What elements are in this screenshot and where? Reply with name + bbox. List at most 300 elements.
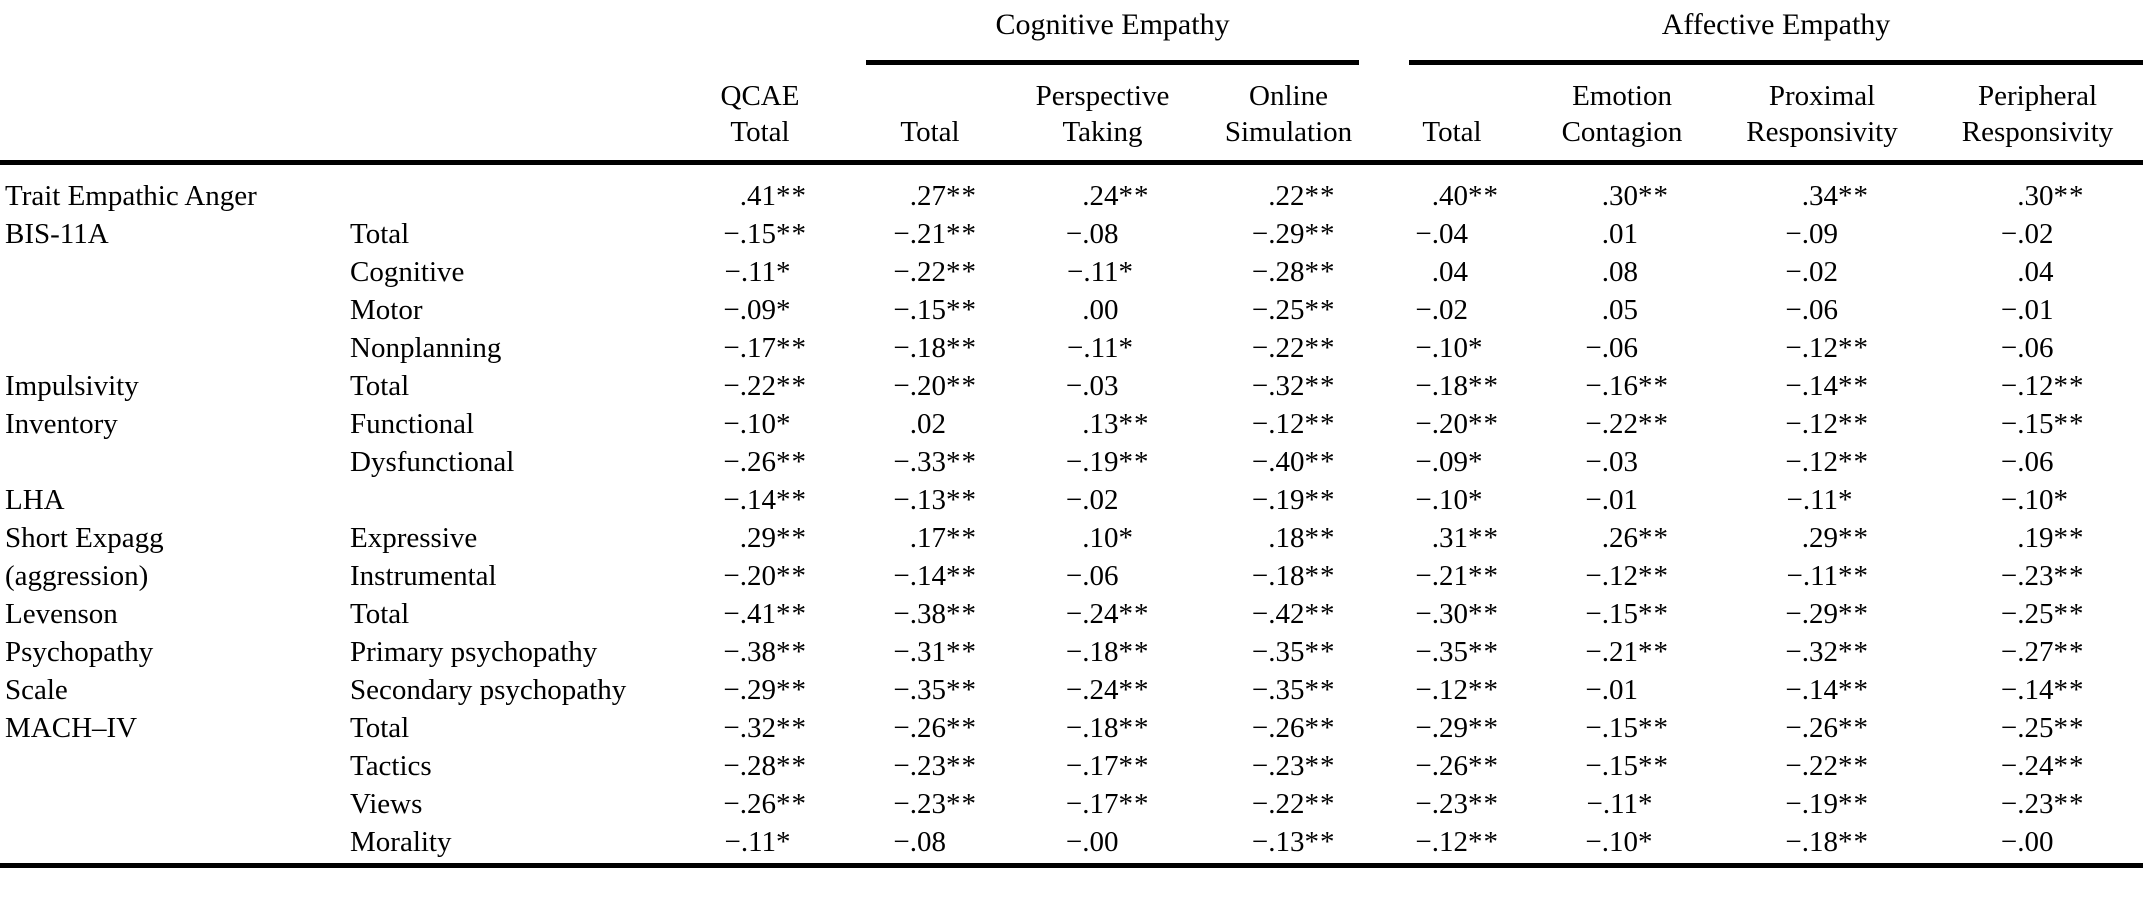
table-body — [0, 163, 2143, 866]
correlation-value-cell — [1532, 633, 1712, 671]
significance-stars: ** — [1118, 674, 1150, 706]
correlation-value: −.26** — [1404, 747, 1500, 785]
correlation-value-cell — [1932, 557, 2143, 595]
correlation-value-cell — [1712, 443, 1932, 481]
correlation-value-cell — [860, 595, 1000, 633]
affective-empathy-spanner — [1372, 0, 2143, 78]
significance-stars: ** — [1304, 598, 1336, 630]
significance-stars: ** — [1468, 788, 1500, 820]
correlation-value-cell — [1712, 557, 1932, 595]
correlation-value: −.18** — [1241, 557, 1337, 595]
correlation-value: −.17** — [712, 329, 808, 367]
correlation-value-cell — [860, 329, 1000, 367]
correlation-value: .22** — [1241, 177, 1337, 215]
correlation-value-cell — [1712, 367, 1932, 405]
significance-stars: ** — [1304, 218, 1336, 250]
correlation-value: −.29** — [1774, 595, 1870, 633]
correlation-value-cell — [1000, 367, 1205, 405]
significance-stars: ** — [1304, 256, 1336, 288]
correlation-value-cell — [660, 367, 860, 405]
significance-stars: ** — [776, 560, 807, 592]
correlation-value-cell — [1372, 747, 1532, 785]
correlation-value: .26** — [1574, 519, 1670, 557]
correlation-value: −.00 — [2000, 826, 2054, 858]
row-sublabel: Morality — [350, 823, 660, 866]
correlation-value: .40** — [1404, 177, 1500, 215]
correlation-value-cell — [1712, 709, 1932, 747]
significance-stars: ** — [1304, 788, 1336, 820]
row-sublabel: Instrumental — [350, 560, 497, 592]
row-label: BIS-11A — [5, 218, 109, 250]
correlation-value: −.29** — [1241, 215, 1337, 253]
row-sublabel: Nonplanning — [350, 332, 502, 364]
correlation-value: −.10* — [712, 405, 808, 443]
significance-stars: ** — [1838, 712, 1870, 744]
correlation-value: −.02 — [2000, 218, 2054, 250]
significance-stars: ** — [1638, 370, 1670, 402]
correlation-value-cell — [1932, 671, 2143, 709]
column-header-line2: Total — [730, 116, 790, 148]
correlation-value: −.12** — [1404, 671, 1500, 709]
correlation-value: −.18** — [1055, 633, 1151, 671]
significance-stars: ** — [2053, 560, 2085, 592]
correlation-value-cell — [1372, 709, 1532, 747]
correlation-value: −.29** — [712, 671, 808, 709]
correlation-value-cell — [660, 633, 860, 671]
column-header-4 — [1205, 78, 1372, 163]
significance-stars: ** — [2053, 788, 2085, 820]
row-sublabel: Tactics — [350, 750, 432, 782]
significance-stars: ** — [1638, 598, 1670, 630]
correlation-value-cell — [1000, 329, 1205, 367]
significance-stars: ** — [1838, 788, 1870, 820]
correlation-value-cell — [1532, 595, 1712, 633]
column-header-line2: Total — [900, 116, 960, 148]
significance-stars: ** — [1838, 370, 1870, 402]
correlation-value-cell — [1205, 709, 1372, 747]
correlation-value-cell — [1372, 291, 1532, 329]
correlation-value-cell — [1372, 329, 1532, 367]
correlation-value: −.32** — [1774, 633, 1870, 671]
correlation-value-cell — [1932, 519, 2143, 557]
correlation-value-cell — [1372, 519, 1532, 557]
correlation-value: −.08 — [1065, 218, 1119, 250]
row-label: Levenson — [5, 598, 118, 630]
correlation-value-cell — [1205, 215, 1372, 253]
significance-stars: * — [776, 256, 792, 288]
correlation-value-cell — [860, 709, 1000, 747]
significance-stars: ** — [1304, 712, 1336, 744]
significance-stars: * — [1638, 788, 1654, 820]
significance-stars: ** — [1118, 750, 1150, 782]
significance-stars: ** — [1638, 712, 1670, 744]
correlation-value-cell — [860, 671, 1000, 709]
correlation-value: −.35** — [882, 671, 978, 709]
correlation-value-cell — [860, 823, 1000, 866]
correlation-value-cell — [1532, 671, 1712, 709]
table-row — [0, 633, 2143, 671]
significance-stars: ** — [2053, 712, 2085, 744]
correlation-value-cell — [1205, 595, 1372, 633]
correlation-value-cell — [1000, 443, 1205, 481]
significance-stars: ** — [1468, 180, 1500, 212]
correlation-value: −.20** — [1404, 405, 1500, 443]
column-header-line2: Responsivity — [1961, 116, 2114, 148]
correlation-value-cell — [1000, 671, 1205, 709]
correlation-value-cell — [1205, 519, 1372, 557]
correlation-value: −.06 — [1585, 332, 1639, 364]
correlation-value: −.10* — [1574, 823, 1670, 861]
correlation-value: −.23** — [1990, 785, 2086, 823]
row-label: Impulsivity — [5, 370, 139, 402]
significance-stars: ** — [2053, 370, 2085, 402]
correlation-value: .27** — [882, 177, 978, 215]
significance-stars: ** — [1468, 560, 1500, 592]
significance-stars: * — [1838, 484, 1854, 516]
correlation-value: −.06 — [2000, 332, 2054, 364]
significance-stars: ** — [2053, 674, 2085, 706]
significance-stars: ** — [946, 750, 977, 782]
correlation-value-cell — [1932, 253, 2143, 291]
correlation-value: −.11* — [1574, 785, 1670, 823]
significance-stars: ** — [1304, 636, 1336, 668]
significance-stars: ** — [1118, 408, 1150, 440]
correlation-value: −.26** — [1774, 709, 1870, 747]
correlation-value-cell — [1000, 253, 1205, 291]
correlation-value: −.02 — [1785, 256, 1839, 288]
correlation-value-cell — [1000, 557, 1205, 595]
correlation-value: −.29** — [1404, 709, 1500, 747]
table-row — [0, 709, 2143, 747]
correlation-value-cell — [1712, 747, 1932, 785]
correlation-value-cell — [860, 405, 1000, 443]
column-header-line2: Responsivity — [1746, 116, 1898, 148]
correlation-value: −.38** — [882, 595, 978, 633]
correlation-value: −.10* — [1404, 481, 1500, 519]
significance-stars: ** — [776, 712, 807, 744]
row-sublabel: Motor — [350, 294, 423, 326]
correlation-value-cell — [1372, 405, 1532, 443]
row-label — [0, 253, 350, 291]
correlation-value: .24** — [1055, 177, 1151, 215]
correlation-value-cell — [860, 163, 1000, 216]
correlation-value: .04 — [2017, 256, 2054, 288]
significance-stars: ** — [1838, 636, 1870, 668]
column-header-line1: Peripheral — [1977, 80, 2098, 112]
column-header-2 — [860, 78, 1000, 163]
significance-stars: ** — [2053, 636, 2085, 668]
correlation-value-cell — [1205, 671, 1372, 709]
correlation-value: .31** — [1404, 519, 1500, 557]
column-header-row — [0, 78, 2143, 163]
correlation-value-cell — [1532, 291, 1712, 329]
correlation-value: .04 — [1431, 256, 1469, 288]
correlation-value-cell — [660, 443, 860, 481]
correlation-value-cell — [1000, 215, 1205, 253]
significance-stars: ** — [1304, 446, 1336, 478]
correlation-value-cell — [1205, 163, 1372, 216]
correlation-value: −.18** — [1404, 367, 1500, 405]
correlation-value-cell — [660, 785, 860, 823]
correlation-value-cell — [860, 291, 1000, 329]
table-row — [0, 253, 2143, 291]
correlation-value-cell — [660, 163, 860, 216]
correlation-value-cell — [1372, 785, 1532, 823]
correlation-value: −.23** — [1241, 747, 1337, 785]
correlation-value: −.22** — [1241, 785, 1337, 823]
correlation-value-cell — [1712, 405, 1932, 443]
correlation-value-cell — [1000, 709, 1205, 747]
row-label: Short Expagg — [5, 522, 164, 554]
correlation-value-cell — [1532, 557, 1712, 595]
correlation-value: −.18** — [1774, 823, 1870, 861]
spanner-row — [0, 0, 2143, 78]
correlation-value-cell — [1532, 215, 1712, 253]
significance-stars: ** — [776, 446, 807, 478]
significance-stars: ** — [1118, 712, 1150, 744]
correlation-value: −.17** — [1055, 747, 1151, 785]
correlation-value-cell — [1712, 329, 1932, 367]
row-label — [0, 747, 350, 785]
column-header-line1: Online — [1249, 80, 1328, 112]
correlation-value: −.03 — [1065, 370, 1119, 402]
significance-stars: ** — [776, 750, 807, 782]
significance-stars: ** — [1838, 522, 1870, 554]
correlation-value-cell — [1372, 823, 1532, 866]
correlation-value: −.13** — [1241, 823, 1337, 861]
correlation-value-cell — [1372, 595, 1532, 633]
significance-stars: * — [1468, 332, 1484, 364]
correlation-value: −.26** — [1241, 709, 1337, 747]
correlation-value-cell — [1712, 823, 1932, 866]
correlation-value: .05 — [1601, 294, 1639, 326]
row-label: LHA — [5, 484, 65, 516]
significance-stars: ** — [1304, 294, 1336, 326]
correlation-value-cell — [1532, 253, 1712, 291]
correlation-value: −.24** — [1055, 595, 1151, 633]
correlation-value: −.35** — [1404, 633, 1500, 671]
correlation-value-cell — [660, 253, 860, 291]
correlation-value-cell — [660, 595, 860, 633]
correlation-value-cell — [1712, 163, 1932, 216]
significance-stars: ** — [1304, 560, 1336, 592]
correlation-value: .13** — [1055, 405, 1151, 443]
correlation-value: −.22** — [1241, 329, 1337, 367]
correlation-value-cell — [660, 405, 860, 443]
correlation-value-cell — [1932, 215, 2143, 253]
correlation-value: −.24** — [1990, 747, 2086, 785]
correlation-value: −.15** — [882, 291, 978, 329]
column-header-8 — [1932, 78, 2143, 163]
correlation-value: −.22** — [1574, 405, 1670, 443]
correlation-value: −.17** — [1055, 785, 1151, 823]
column-header-line2: Total — [1422, 116, 1482, 148]
significance-stars: ** — [946, 522, 977, 554]
correlation-value-cell — [1932, 329, 2143, 367]
row-label — [0, 823, 350, 866]
correlation-value-cell — [660, 823, 860, 866]
column-header-7 — [1712, 78, 1932, 163]
correlation-value: −.15** — [712, 215, 808, 253]
correlation-value: .00 — [1082, 294, 1119, 326]
correlation-value: .08 — [1601, 256, 1639, 288]
correlation-value: −.18** — [882, 329, 978, 367]
significance-stars: ** — [1468, 750, 1500, 782]
correlation-value: −.14** — [1990, 671, 2086, 709]
correlation-value: −.21** — [1404, 557, 1500, 595]
correlation-value-cell — [860, 367, 1000, 405]
correlation-value-cell — [1712, 595, 1932, 633]
correlation-value: −.20** — [882, 367, 978, 405]
correlation-value-cell — [1932, 367, 2143, 405]
correlation-value-cell — [1000, 291, 1205, 329]
correlation-value: −.26** — [712, 785, 808, 823]
correlation-value-cell — [1712, 253, 1932, 291]
correlation-value-cell — [1532, 785, 1712, 823]
correlation-value-cell — [1532, 481, 1712, 519]
significance-stars: ** — [1638, 522, 1670, 554]
significance-stars: ** — [1118, 788, 1150, 820]
significance-stars: ** — [1468, 636, 1500, 668]
correlation-value-cell — [1712, 291, 1932, 329]
row-label: (aggression) — [5, 560, 149, 592]
correlation-value: −.06 — [1065, 560, 1119, 592]
significance-stars: ** — [2053, 180, 2085, 212]
significance-stars: ** — [776, 636, 807, 668]
table-row — [0, 367, 2143, 405]
correlation-value: −.11** — [1774, 557, 1870, 595]
correlation-value-cell — [1000, 747, 1205, 785]
correlation-value: −.22** — [712, 367, 808, 405]
row-sublabel: Views — [350, 788, 423, 820]
significance-stars: ** — [946, 712, 977, 744]
significance-stars: ** — [1838, 826, 1870, 858]
correlation-value-cell — [1205, 367, 1372, 405]
significance-stars: ** — [946, 294, 977, 326]
correlation-value: .29** — [1774, 519, 1870, 557]
significance-stars: ** — [1468, 370, 1500, 402]
correlation-value: −.10* — [1990, 481, 2086, 519]
correlation-value-cell — [1205, 785, 1372, 823]
correlation-value: −.19** — [1241, 481, 1337, 519]
significance-stars: ** — [1118, 446, 1150, 478]
correlation-value-cell — [860, 481, 1000, 519]
table-row — [0, 215, 2143, 253]
row-label — [0, 329, 350, 367]
correlation-value-cell — [1372, 557, 1532, 595]
table-row — [0, 481, 2143, 519]
correlation-value: −.21** — [1574, 633, 1670, 671]
correlation-value-cell — [1712, 633, 1932, 671]
significance-stars: ** — [1118, 636, 1150, 668]
table-row — [0, 785, 2143, 823]
correlation-value: −.10* — [1404, 329, 1500, 367]
row-label: MACH–IV — [5, 712, 138, 744]
row-sublabel: Total — [350, 712, 410, 744]
significance-stars: ** — [946, 598, 977, 630]
correlation-value-cell — [1932, 443, 2143, 481]
correlation-value: −.12** — [1990, 367, 2086, 405]
significance-stars: ** — [946, 332, 977, 364]
correlation-value: −.09 — [1785, 218, 1839, 250]
correlation-value-cell — [1205, 633, 1372, 671]
correlation-value-cell — [1532, 747, 1712, 785]
correlation-value: −.35** — [1241, 671, 1337, 709]
row-sublabel: Total — [350, 370, 410, 402]
row-label: Scale — [5, 674, 68, 706]
correlation-value: −.31** — [882, 633, 978, 671]
correlation-value-cell — [660, 481, 860, 519]
correlation-value: −.11* — [712, 823, 808, 861]
correlation-value-cell — [1372, 633, 1532, 671]
significance-stars: ** — [1838, 408, 1870, 440]
correlation-value: −.42** — [1241, 595, 1337, 633]
correlation-value-cell — [1205, 443, 1372, 481]
significance-stars: ** — [1304, 674, 1336, 706]
significance-stars: ** — [946, 446, 977, 478]
correlation-value-cell — [1532, 823, 1712, 866]
correlation-value: .30** — [1990, 177, 2086, 215]
significance-stars: * — [1118, 332, 1134, 364]
correlation-value: −.25** — [1241, 291, 1337, 329]
significance-stars: ** — [946, 674, 977, 706]
correlation-value: −.41** — [712, 595, 808, 633]
correlation-value: −.22** — [1774, 747, 1870, 785]
significance-stars: ** — [1468, 674, 1500, 706]
correlation-value: −.01 — [2000, 294, 2054, 326]
significance-stars: ** — [946, 370, 977, 402]
correlation-value-cell — [1932, 785, 2143, 823]
correlation-value-cell — [1000, 519, 1205, 557]
row-sublabel-header-spacer — [350, 78, 660, 163]
significance-stars: ** — [946, 256, 977, 288]
correlation-value-cell — [860, 747, 1000, 785]
correlation-value: −.14** — [1774, 671, 1870, 709]
significance-stars: ** — [776, 484, 807, 516]
significance-stars: * — [776, 294, 792, 326]
correlation-value: −.23** — [882, 785, 978, 823]
correlation-value-cell — [860, 633, 1000, 671]
significance-stars: * — [1638, 826, 1654, 858]
cognitive-empathy-spanner-label: Cognitive Empathy — [866, 0, 1359, 65]
correlation-value: −.11* — [1055, 253, 1151, 291]
correlation-value: −.15** — [1574, 709, 1670, 747]
column-header-5 — [1372, 78, 1532, 163]
column-header-line2: Simulation — [1224, 116, 1353, 148]
correlation-value-cell — [860, 443, 1000, 481]
table-row — [0, 823, 2143, 866]
correlation-value: .18** — [1241, 519, 1337, 557]
correlation-value: −.12** — [1574, 557, 1670, 595]
correlation-value-cell — [660, 709, 860, 747]
correlation-value: −.27** — [1990, 633, 2086, 671]
correlation-value: .01 — [1601, 218, 1639, 250]
correlation-value: −.02 — [1415, 294, 1469, 326]
significance-stars: ** — [776, 598, 807, 630]
significance-stars: ** — [946, 180, 977, 212]
significance-stars: ** — [1304, 332, 1336, 364]
table-row — [0, 595, 2143, 633]
correlation-value: −.32** — [1241, 367, 1337, 405]
significance-stars: ** — [1838, 598, 1870, 630]
column-header-line1: Emotion — [1572, 80, 1672, 112]
significance-stars: ** — [946, 636, 977, 668]
correlation-value: .30** — [1574, 177, 1670, 215]
significance-stars: ** — [1838, 560, 1870, 592]
row-label-header-spacer — [0, 78, 350, 163]
significance-stars: ** — [1638, 180, 1670, 212]
row-sublabel: Secondary psychopathy — [350, 674, 627, 706]
